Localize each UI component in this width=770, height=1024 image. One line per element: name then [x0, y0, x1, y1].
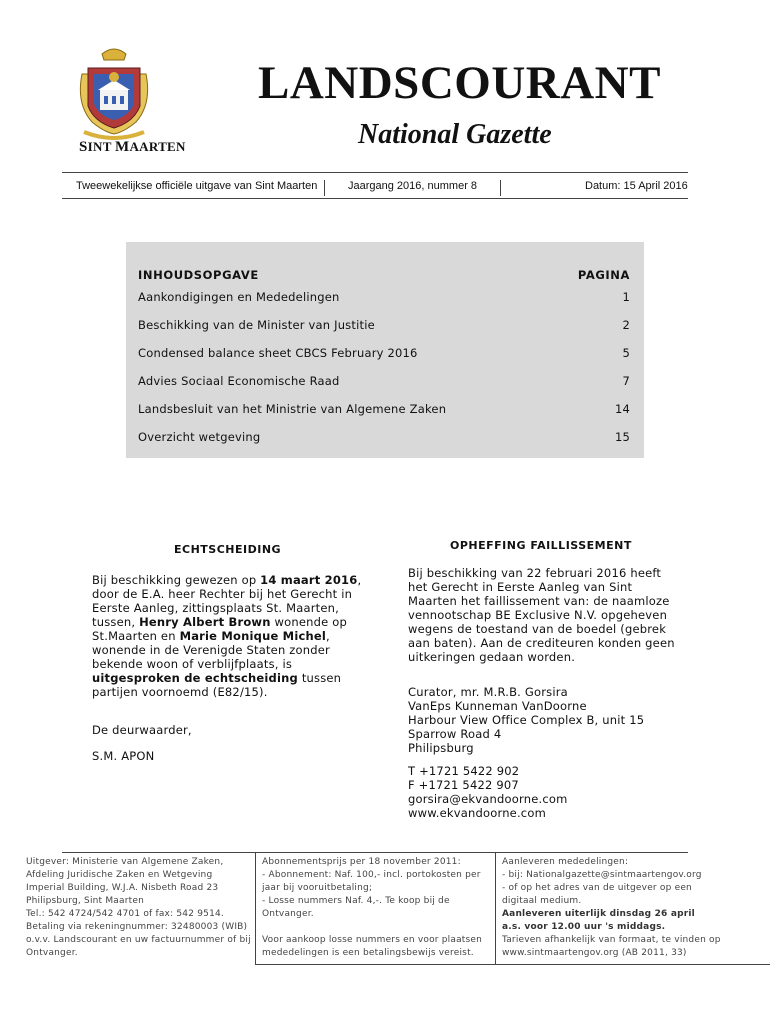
email-link[interactable]: gorsira@ekvandoorne.com — [408, 792, 568, 806]
fax-number: F +1721 5422 907 — [408, 778, 519, 792]
gazette-subtitle: National Gazette — [358, 119, 552, 150]
toc-item[interactable] — [138, 430, 630, 448]
toc-item-label: Advies Sociaal Economische Raad — [138, 374, 340, 388]
footer-submissions: Aanleveren mededelingen: - bij: Nationalgazette@sintmaartengov.org - of op het adres van de uitgever op een digitaal medium. Aanleveren uiterlijk dinsdag 26 april a.s. voor 12.00 uur 's middags. Tarieven afhankelijk van formaat, te vinden op www.sintmaartengov.org (AB 2011, 33) — [502, 857, 721, 958]
gazette-title: LANDSCOURANT — [258, 57, 661, 109]
website-link[interactable]: www.ekvandoorne.com — [408, 806, 546, 820]
phone-number: T +1721 5422 902 — [408, 764, 520, 778]
toc-item-page: 7 — [622, 374, 630, 388]
toc-item-page: 14 — [614, 402, 630, 416]
toc-item-page: 2 — [622, 318, 630, 332]
toc-item[interactable] — [138, 402, 630, 420]
meta-divider-line — [62, 198, 688, 199]
toc-item-label: Beschikking van de Minister van Justitie — [138, 318, 375, 332]
footer-divider-bottom — [255, 964, 770, 965]
meta-date: Datum: 15 April 2016 — [585, 180, 688, 192]
toc-item-page: 15 — [614, 430, 630, 444]
footer-column-divider — [255, 852, 256, 964]
toc-item-label: Aankondigingen en Mededelingen — [138, 290, 340, 304]
toc-item-label: Condensed balance sheet CBCS February 2016 — [138, 346, 418, 360]
meta-volume: Jaargang 2016, nummer 8 — [348, 180, 478, 192]
footer-column-divider — [495, 852, 496, 964]
article-body-echtscheiding: Bij beschikking gewezen op 14 maart 2016, door de E.A. heer Rechter bij het Gerecht in Eerste Aanleg, zittingsplaats St. Maarten, tussen, Henry Albert Brown wonende op St.Maarten en Marie Monique Michel, wonende in de Verenigde Staten zonder bekende woon of verblijfplaats, is uitgesproken de echtscheiding tussen partijen voornoemd (E82/15). — [92, 573, 362, 699]
toc-item[interactable] — [138, 290, 630, 308]
footer-subscription: Abonnementsprijs per 18 november 2011: - Abonnement: Naf. 100,- incl. portokosten per jaar bij vooruitbetaling; - Losse nummers Naf. 4,-. Te koop bij de Ontvanger. Voor aankoop losse nummers en voor plaatsen mededelingen is een betalingsbewijs vereist. — [262, 857, 483, 958]
bailiff-label: De deurwaarder, — [92, 723, 192, 737]
table-of-contents — [126, 242, 644, 458]
article-title-faillissement: OPHEFFING FAILLISSEMENT — [450, 539, 632, 552]
toc-item[interactable] — [138, 318, 630, 336]
coat-of-arms-logo — [74, 44, 154, 140]
toc-heading: INHOUDSOPGAVE — [138, 268, 259, 282]
toc-item-label: Landsbesluit van het Ministrie van Algemene Zaken — [138, 402, 447, 416]
toc-page-heading: PAGINA — [577, 268, 630, 282]
toc-item-page: 1 — [622, 290, 630, 304]
article-title-echtscheiding: ECHTSCHEIDING — [174, 543, 282, 556]
footer-publisher: Uitgever: Ministerie van Algemene Zaken, Afdeling Juridische Zaken en Wetgeving Imperial Building, W.J.A. Nisbeth Road 23 Philipsburg, Sint Maarten Tel.: 542 4724/542 4701 of fax: 542 9514. Betaling via rekeningnummer: 32480003 (WIB) o.v.v. Landscourant en uw factuurnummer of bij Ontvanger. — [26, 857, 251, 958]
footer-divider-top — [62, 852, 688, 853]
toc-item[interactable] — [138, 346, 630, 364]
toc-item-label: Overzicht wetgeving — [138, 430, 261, 444]
curator-address: Curator, mr. M.R.B. Gorsira VanEps Kunneman VanDoorne Harbour View Office Complex B, unit 15 Sparrow Road 4 Philipsburg — [408, 685, 645, 755]
meta-divider — [324, 180, 325, 196]
curator-contact — [408, 764, 567, 820]
toc-item-page: 5 — [622, 346, 630, 360]
header-divider — [62, 172, 688, 173]
article-body-faillissement: Bij beschikking van 22 februari 2016 heeft het Gerecht in Eerste Aanleg van Sint Maarten het faillissement van: de naamloze vennootschap BE Exclusive N.V. opgeheven wegens de toestand van de boedel (gebrek aan baten). Aan de crediteuren konden geen uitkeringen gedaan worden. — [408, 566, 675, 664]
sint-maarten-label: SINT MAARTEN — [79, 139, 186, 155]
meta-publication: Tweewekelijkse officiële uitgave van Sint Maarten — [76, 180, 318, 192]
toc-item[interactable] — [138, 374, 630, 392]
meta-divider — [500, 180, 501, 196]
bailiff-name: S.M. APON — [92, 749, 155, 763]
